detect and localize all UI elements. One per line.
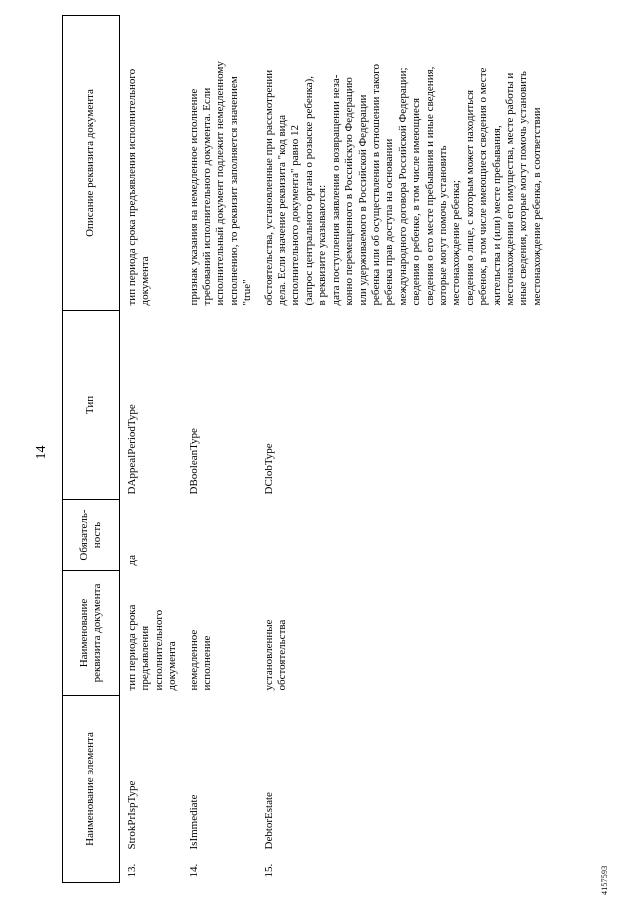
description-lines xyxy=(263,21,545,306)
description-line: тип периода срока предъявления исполнительного xyxy=(126,68,138,306)
description-lines xyxy=(188,21,255,306)
header-requisite-name: Наименование реквизита документа xyxy=(63,571,120,696)
description-line: "true" xyxy=(241,279,254,306)
row-number: 14. xyxy=(187,863,200,878)
cell-element-name xyxy=(257,696,553,883)
requisites-table xyxy=(62,15,552,883)
description-line: дата поступления заявления о возвращении неза- xyxy=(329,74,342,306)
header-required: Обязатель-ность xyxy=(63,500,120,571)
cell-description xyxy=(120,16,182,311)
table-row xyxy=(120,16,182,883)
description-line: сведения о лице, с которым может находиться xyxy=(463,89,476,306)
description-line: местонахождение ребенка; xyxy=(450,180,463,306)
table-row xyxy=(257,16,553,883)
page-number: 14 xyxy=(34,445,49,460)
description-line: дела. Если значение реквизита "код вида xyxy=(276,114,289,306)
description-line: исполнительного документа" равно 12 xyxy=(289,125,302,306)
description-line: исполнению, то реквизит заполняется значением xyxy=(227,76,240,306)
description-line: сведения о его месте пребывания и иные сведения, xyxy=(423,66,436,306)
cell-requisite-name: тип периода срока предъявления исполнительного документа xyxy=(126,604,179,691)
row-number: 15. xyxy=(262,863,275,878)
cell-type: DBooleanType xyxy=(187,428,200,495)
cell-type: DAppealPeriodType xyxy=(126,404,138,495)
element-name: DebtorEstate xyxy=(262,792,275,850)
description-line: сведения о ребенке, в том числе имеющиеся xyxy=(410,97,423,306)
description-line: исполнительный документ подлежит немедленному xyxy=(214,61,227,306)
description-line: (запрос центрального органа о розыске ребенка), xyxy=(302,75,315,306)
cell-requisite-name: немедленное исполнение xyxy=(187,629,214,691)
description-lines xyxy=(126,21,153,306)
cell-description xyxy=(182,16,257,311)
cell-element-name xyxy=(182,696,257,883)
cell-element-name xyxy=(120,696,182,883)
cell-requisite-name: установленные обстоятельства xyxy=(262,619,289,691)
cell-required xyxy=(182,500,257,571)
row-number: 13. xyxy=(126,863,138,878)
header-element-name: Наименование элемента xyxy=(63,696,120,883)
description-line: или удерживаемого в Российской Федерации xyxy=(356,94,369,306)
description-line: иные сведения, которые могут помочь установить xyxy=(517,71,530,306)
cell-type: DClobType xyxy=(262,443,275,495)
description-line: местонахождении его имущества, месте работы и xyxy=(503,72,516,306)
description-line: обстоятельства, установленные при рассмотрении xyxy=(262,69,275,306)
description-line: признак указания на немедленное исполнение xyxy=(187,88,200,306)
description-line: ребенка или об осуществлении в отношении такого xyxy=(369,63,382,306)
description-line: в реквизите указываются: xyxy=(316,184,329,306)
description-line: документа xyxy=(139,256,152,306)
description-line: конно перемещенного в Российскую Федерацию xyxy=(343,77,356,306)
table-header-row xyxy=(63,16,120,883)
document-code: 4157593 xyxy=(600,865,609,895)
cell-description xyxy=(257,16,553,311)
table-row xyxy=(182,16,257,883)
header-type: Тип xyxy=(63,311,120,500)
element-name: StrokPrIspType xyxy=(126,780,138,850)
description-line: ребенок, в том числе имеющиеся сведения о месте xyxy=(477,67,490,306)
description-line: требований исполнительного документа. Если xyxy=(201,87,214,306)
header-description: Описание реквизита документа xyxy=(63,16,120,311)
description-line: жительства и (или) месте пребывания, xyxy=(490,125,503,306)
cell-required xyxy=(257,500,553,571)
description-line: международного договора Российской Федерации; xyxy=(396,67,409,306)
description-line: местонахождение ребенка, в соответствии xyxy=(530,107,543,306)
description-line: ребенка прав доступа на основании xyxy=(383,138,396,306)
cell-required: да xyxy=(126,555,138,566)
element-name: IsImmediate xyxy=(187,794,200,850)
description-line: которые могут помочь установить xyxy=(436,145,449,306)
